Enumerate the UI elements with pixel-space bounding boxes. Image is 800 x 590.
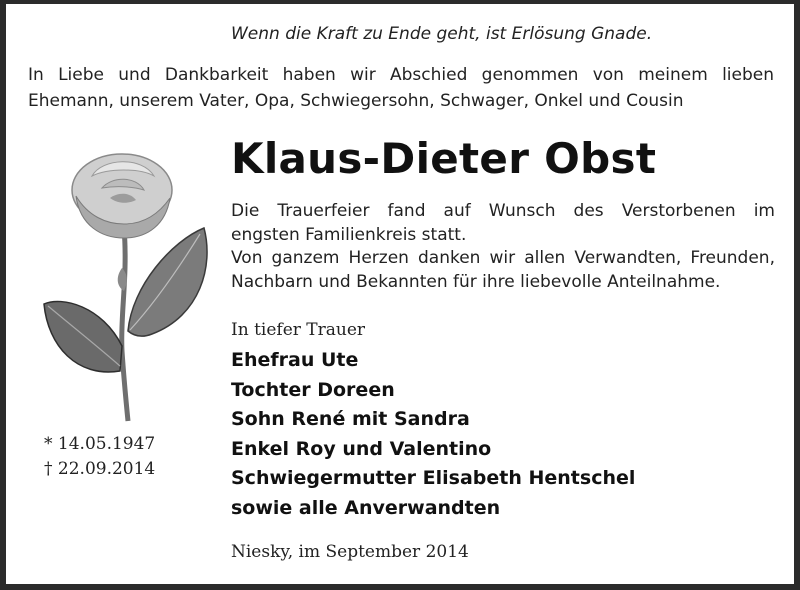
notice-line-3: Von ganzem Herzen danken wir allen Verwandten, Freunden,: [231, 248, 775, 268]
mourner-item: Tochter Doreen: [231, 378, 395, 401]
mourner-item: Schwiegermutter Elisabeth Hentschel: [231, 467, 636, 490]
deceased-name: Klaus-Dieter Obst: [231, 134, 657, 183]
mourners-list: [231, 346, 635, 524]
mourner-item: Ehefrau Ute: [231, 349, 359, 371]
notice-line-1: Die Trauerfeier fand auf Wunsch des Verstorbenen im: [231, 201, 775, 221]
mourner-item: Sohn René mit Sandra: [231, 408, 470, 431]
signature-intro: In tiefer Trauer: [231, 320, 366, 340]
motto: Wenn die Kraft zu Ende geht, ist Erlösung Gnade.: [231, 24, 653, 44]
mourner-item: sowie alle Anverwandten: [231, 496, 501, 519]
intro-line-1: In Liebe und Dankbarkeit haben wir Abschied genommen von meinem lieben: [28, 65, 774, 85]
life-dates: [44, 432, 155, 482]
obituary-notice: [6, 4, 794, 584]
notice-text: [231, 200, 775, 294]
notice-line-4: Nachbarn und Bekannten für ihre liebevolle Anteilnahme.: [231, 271, 721, 292]
birth-date: * 14.05.1947: [44, 434, 156, 454]
rose-icon: [32, 146, 222, 426]
mourner-item: Enkel Roy und Valentino: [231, 437, 492, 460]
intro-text: [28, 62, 774, 114]
intro-line-2: Ehemann, unserem Vater, Opa, Schwiegersohn, Schwager, Onkel und Cousin: [28, 91, 684, 111]
place-date: Niesky, im September 2014: [231, 542, 469, 562]
death-date: † 22.09.2014: [44, 459, 156, 479]
notice-line-2: engsten Familienkreis statt.: [231, 224, 467, 245]
